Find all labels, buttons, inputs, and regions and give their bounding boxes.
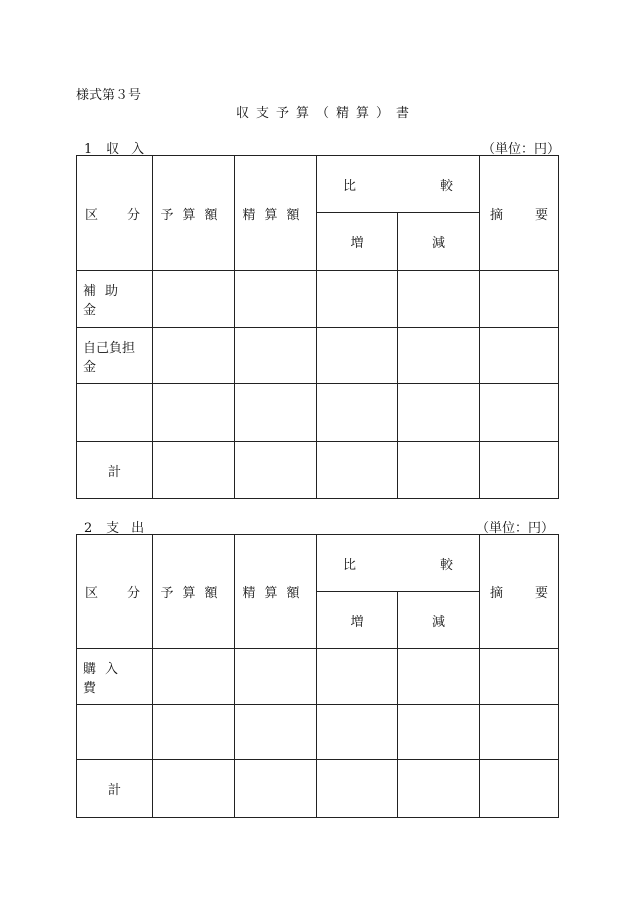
decrease-cell[interactable] — [398, 328, 480, 384]
header-summary — [480, 535, 559, 649]
header-compare-b: 較 — [439, 178, 453, 194]
header-compare — [317, 535, 480, 592]
increase-cell[interactable] — [317, 271, 398, 328]
header-increase-text: 増 — [350, 236, 364, 251]
header-settlement — [235, 156, 317, 271]
settlement-cell[interactable] — [235, 384, 317, 442]
summary-cell[interactable] — [480, 442, 559, 499]
settlement-cell[interactable] — [235, 649, 317, 705]
decrease-cell[interactable] — [398, 384, 480, 442]
increase-cell[interactable] — [317, 328, 398, 384]
decrease-cell[interactable] — [398, 705, 480, 760]
summary-cell[interactable] — [480, 271, 559, 328]
decrease-cell[interactable] — [398, 442, 480, 499]
header-increase — [317, 592, 398, 649]
summary-cell[interactable] — [480, 649, 559, 705]
header-settlement — [235, 535, 317, 649]
header-budget — [153, 535, 235, 649]
summary-cell[interactable] — [480, 705, 559, 760]
header-budget-text: 予算額 — [160, 207, 227, 223]
row-label-cell — [77, 649, 153, 705]
header-decrease — [398, 592, 480, 649]
header-row — [77, 535, 559, 592]
table-row — [77, 328, 559, 384]
row-label: 計 — [107, 783, 121, 798]
header-settlement-text: 精算額 — [242, 207, 309, 223]
header-category-a: 区 — [85, 207, 99, 223]
table-row — [77, 384, 559, 442]
row-label: 計 — [107, 464, 121, 480]
row-label: 自己負担金 — [83, 340, 136, 375]
row-label-cell[interactable] — [77, 705, 153, 760]
row-label: 補助金 — [83, 284, 128, 318]
total-row — [77, 442, 559, 499]
summary-cell[interactable] — [480, 760, 559, 818]
header-decrease-text: 減 — [431, 614, 445, 630]
header-budget — [153, 156, 235, 271]
row-label-cell — [77, 442, 153, 499]
section-label: 収入 — [106, 142, 157, 157]
expense-table — [76, 534, 559, 818]
budget-cell[interactable] — [153, 760, 235, 818]
table-row — [77, 649, 559, 705]
row-label-cell — [77, 328, 153, 384]
unit-label: （単位：円） — [476, 521, 555, 536]
header-summary — [480, 156, 559, 271]
row-label-cell — [77, 271, 153, 328]
table-row — [77, 271, 559, 328]
row-label-cell — [77, 760, 153, 818]
total-row — [77, 760, 559, 818]
header-decrease-text: 減 — [431, 236, 445, 251]
income-table — [76, 155, 559, 499]
decrease-cell[interactable] — [398, 271, 480, 328]
increase-cell[interactable] — [317, 384, 398, 442]
header-summary-a: 摘 — [490, 207, 504, 223]
header-category-b: 分 — [126, 586, 140, 601]
budget-cell[interactable] — [153, 384, 235, 442]
header-compare-b: 較 — [439, 557, 453, 573]
settlement-cell[interactable] — [235, 442, 317, 499]
summary-cell[interactable] — [480, 384, 559, 442]
row-label-cell[interactable] — [77, 384, 153, 442]
settlement-cell[interactable] — [235, 760, 317, 818]
unit-label: （単位：円） — [482, 142, 561, 157]
budget-cell[interactable] — [153, 442, 235, 499]
increase-cell[interactable] — [317, 705, 398, 760]
header-compare-a: 比 — [343, 178, 357, 194]
settlement-cell[interactable] — [235, 271, 317, 328]
header-increase-text: 増 — [350, 614, 364, 630]
header-budget-text: 予算額 — [160, 586, 227, 601]
header-category-a: 区 — [85, 586, 99, 601]
document-title: 収支予算（精算）書 — [236, 106, 417, 121]
header-category — [77, 535, 153, 649]
section-number: 1 — [84, 142, 93, 157]
increase-cell[interactable] — [317, 442, 398, 499]
row-label: 購入費 — [83, 661, 128, 696]
budget-cell[interactable] — [153, 705, 235, 760]
increase-cell[interactable] — [317, 760, 398, 818]
header-summary-b: 要 — [534, 207, 548, 223]
budget-cell[interactable] — [153, 649, 235, 705]
increase-cell[interactable] — [317, 649, 398, 705]
settlement-cell[interactable] — [235, 705, 317, 760]
header-summary-b: 要 — [534, 586, 548, 601]
header-category — [77, 156, 153, 271]
budget-cell[interactable] — [153, 328, 235, 384]
header-increase — [317, 213, 398, 271]
header-decrease — [398, 213, 480, 271]
header-category-b: 分 — [126, 207, 140, 223]
section-label: 支出 — [106, 521, 157, 536]
decrease-cell[interactable] — [398, 649, 480, 705]
header-compare-a: 比 — [343, 557, 357, 573]
settlement-cell[interactable] — [235, 328, 317, 384]
section-number: 2 — [84, 521, 93, 536]
table-row — [77, 705, 559, 760]
decrease-cell[interactable] — [398, 760, 480, 818]
form-number: 様式第３号 — [76, 88, 142, 103]
header-compare — [317, 156, 480, 213]
header-summary-a: 摘 — [490, 586, 504, 601]
header-row — [77, 156, 559, 213]
header-settlement-text: 精算額 — [242, 586, 309, 601]
summary-cell[interactable] — [480, 328, 559, 384]
budget-cell[interactable] — [153, 271, 235, 328]
